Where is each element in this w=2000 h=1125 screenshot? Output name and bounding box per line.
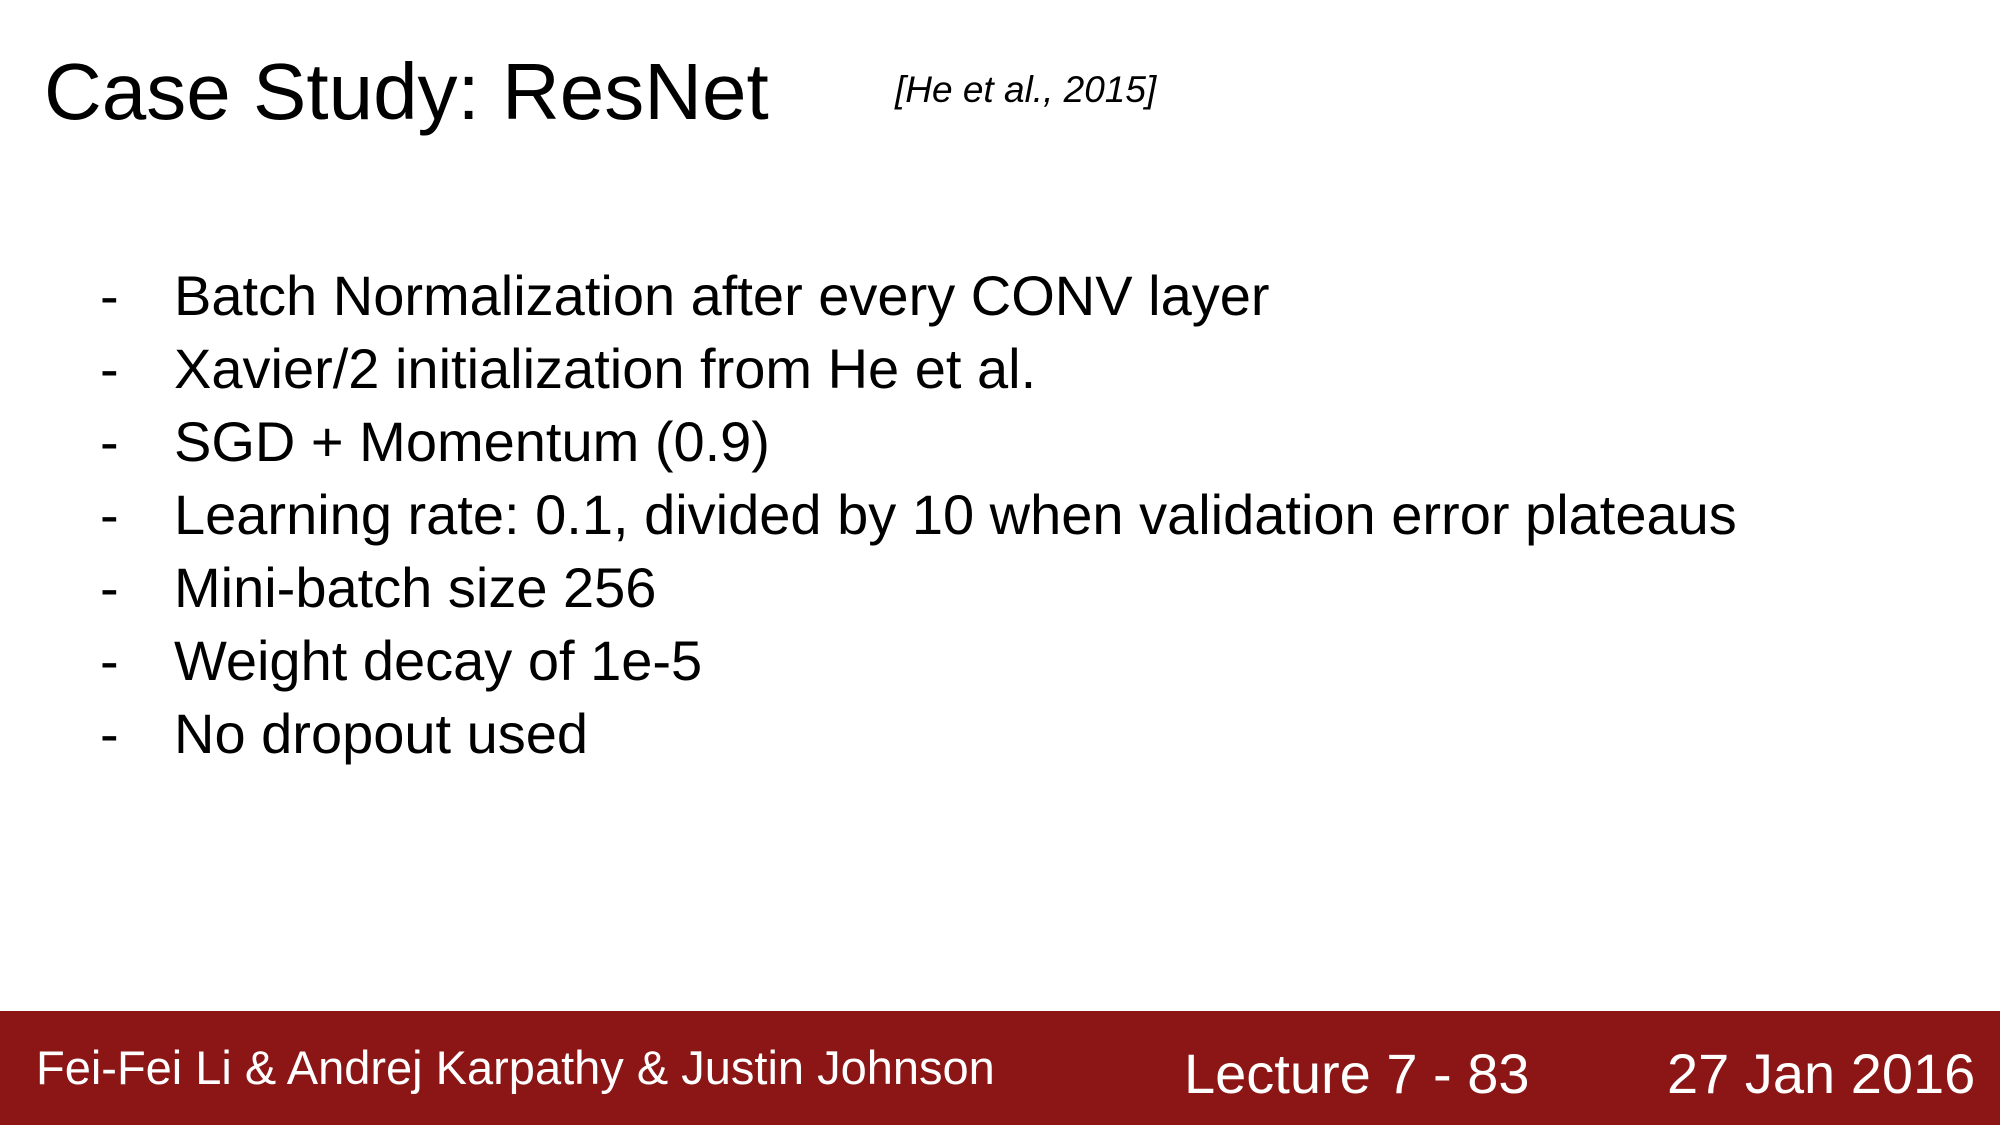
- bullet-item: [100, 478, 1737, 551]
- bullet-item: [100, 332, 1737, 405]
- bullet-dash: -: [100, 483, 119, 546]
- footer-date: 27 Jan 2016: [1667, 1042, 1976, 1105]
- footer-lecture-number: Lecture 7 - 83: [1184, 1042, 1530, 1105]
- bullet-dash: -: [100, 410, 119, 473]
- bullet-dash: -: [100, 702, 119, 765]
- bullet-text: Xavier/2 initialization from He et al.: [174, 337, 1037, 400]
- bullet-text: Batch Normalization after every CONV layer: [174, 264, 1270, 327]
- bullet-text: Learning rate: 0.1, divided by 10 when validation error plateaus: [174, 483, 1737, 546]
- bullet-text: Mini-batch size 256: [174, 556, 657, 619]
- bullet-item: [100, 624, 1737, 697]
- bullet-item: [100, 551, 1737, 624]
- citation: [He et al., 2015]: [895, 69, 1157, 110]
- bullet-item: [100, 697, 1737, 770]
- bullet-dash: -: [100, 337, 119, 400]
- footer-bar: [0, 1011, 2000, 1125]
- bullet-list: [100, 259, 1737, 770]
- bullet-item: [100, 405, 1737, 478]
- bullet-text: Weight decay of 1e-5: [174, 629, 703, 692]
- bullet-text: No dropout used: [174, 702, 589, 765]
- bullet-text: SGD + Momentum (0.9): [174, 410, 770, 473]
- bullet-item: [100, 259, 1737, 332]
- footer-authors: Fei-Fei Li & Andrej Karpathy & Justin Johnson: [36, 1041, 995, 1094]
- bullet-dash: -: [100, 556, 119, 619]
- bullet-dash: -: [100, 629, 119, 692]
- bullet-dash: -: [100, 264, 119, 327]
- slide-title: Case Study: ResNet: [44, 47, 769, 136]
